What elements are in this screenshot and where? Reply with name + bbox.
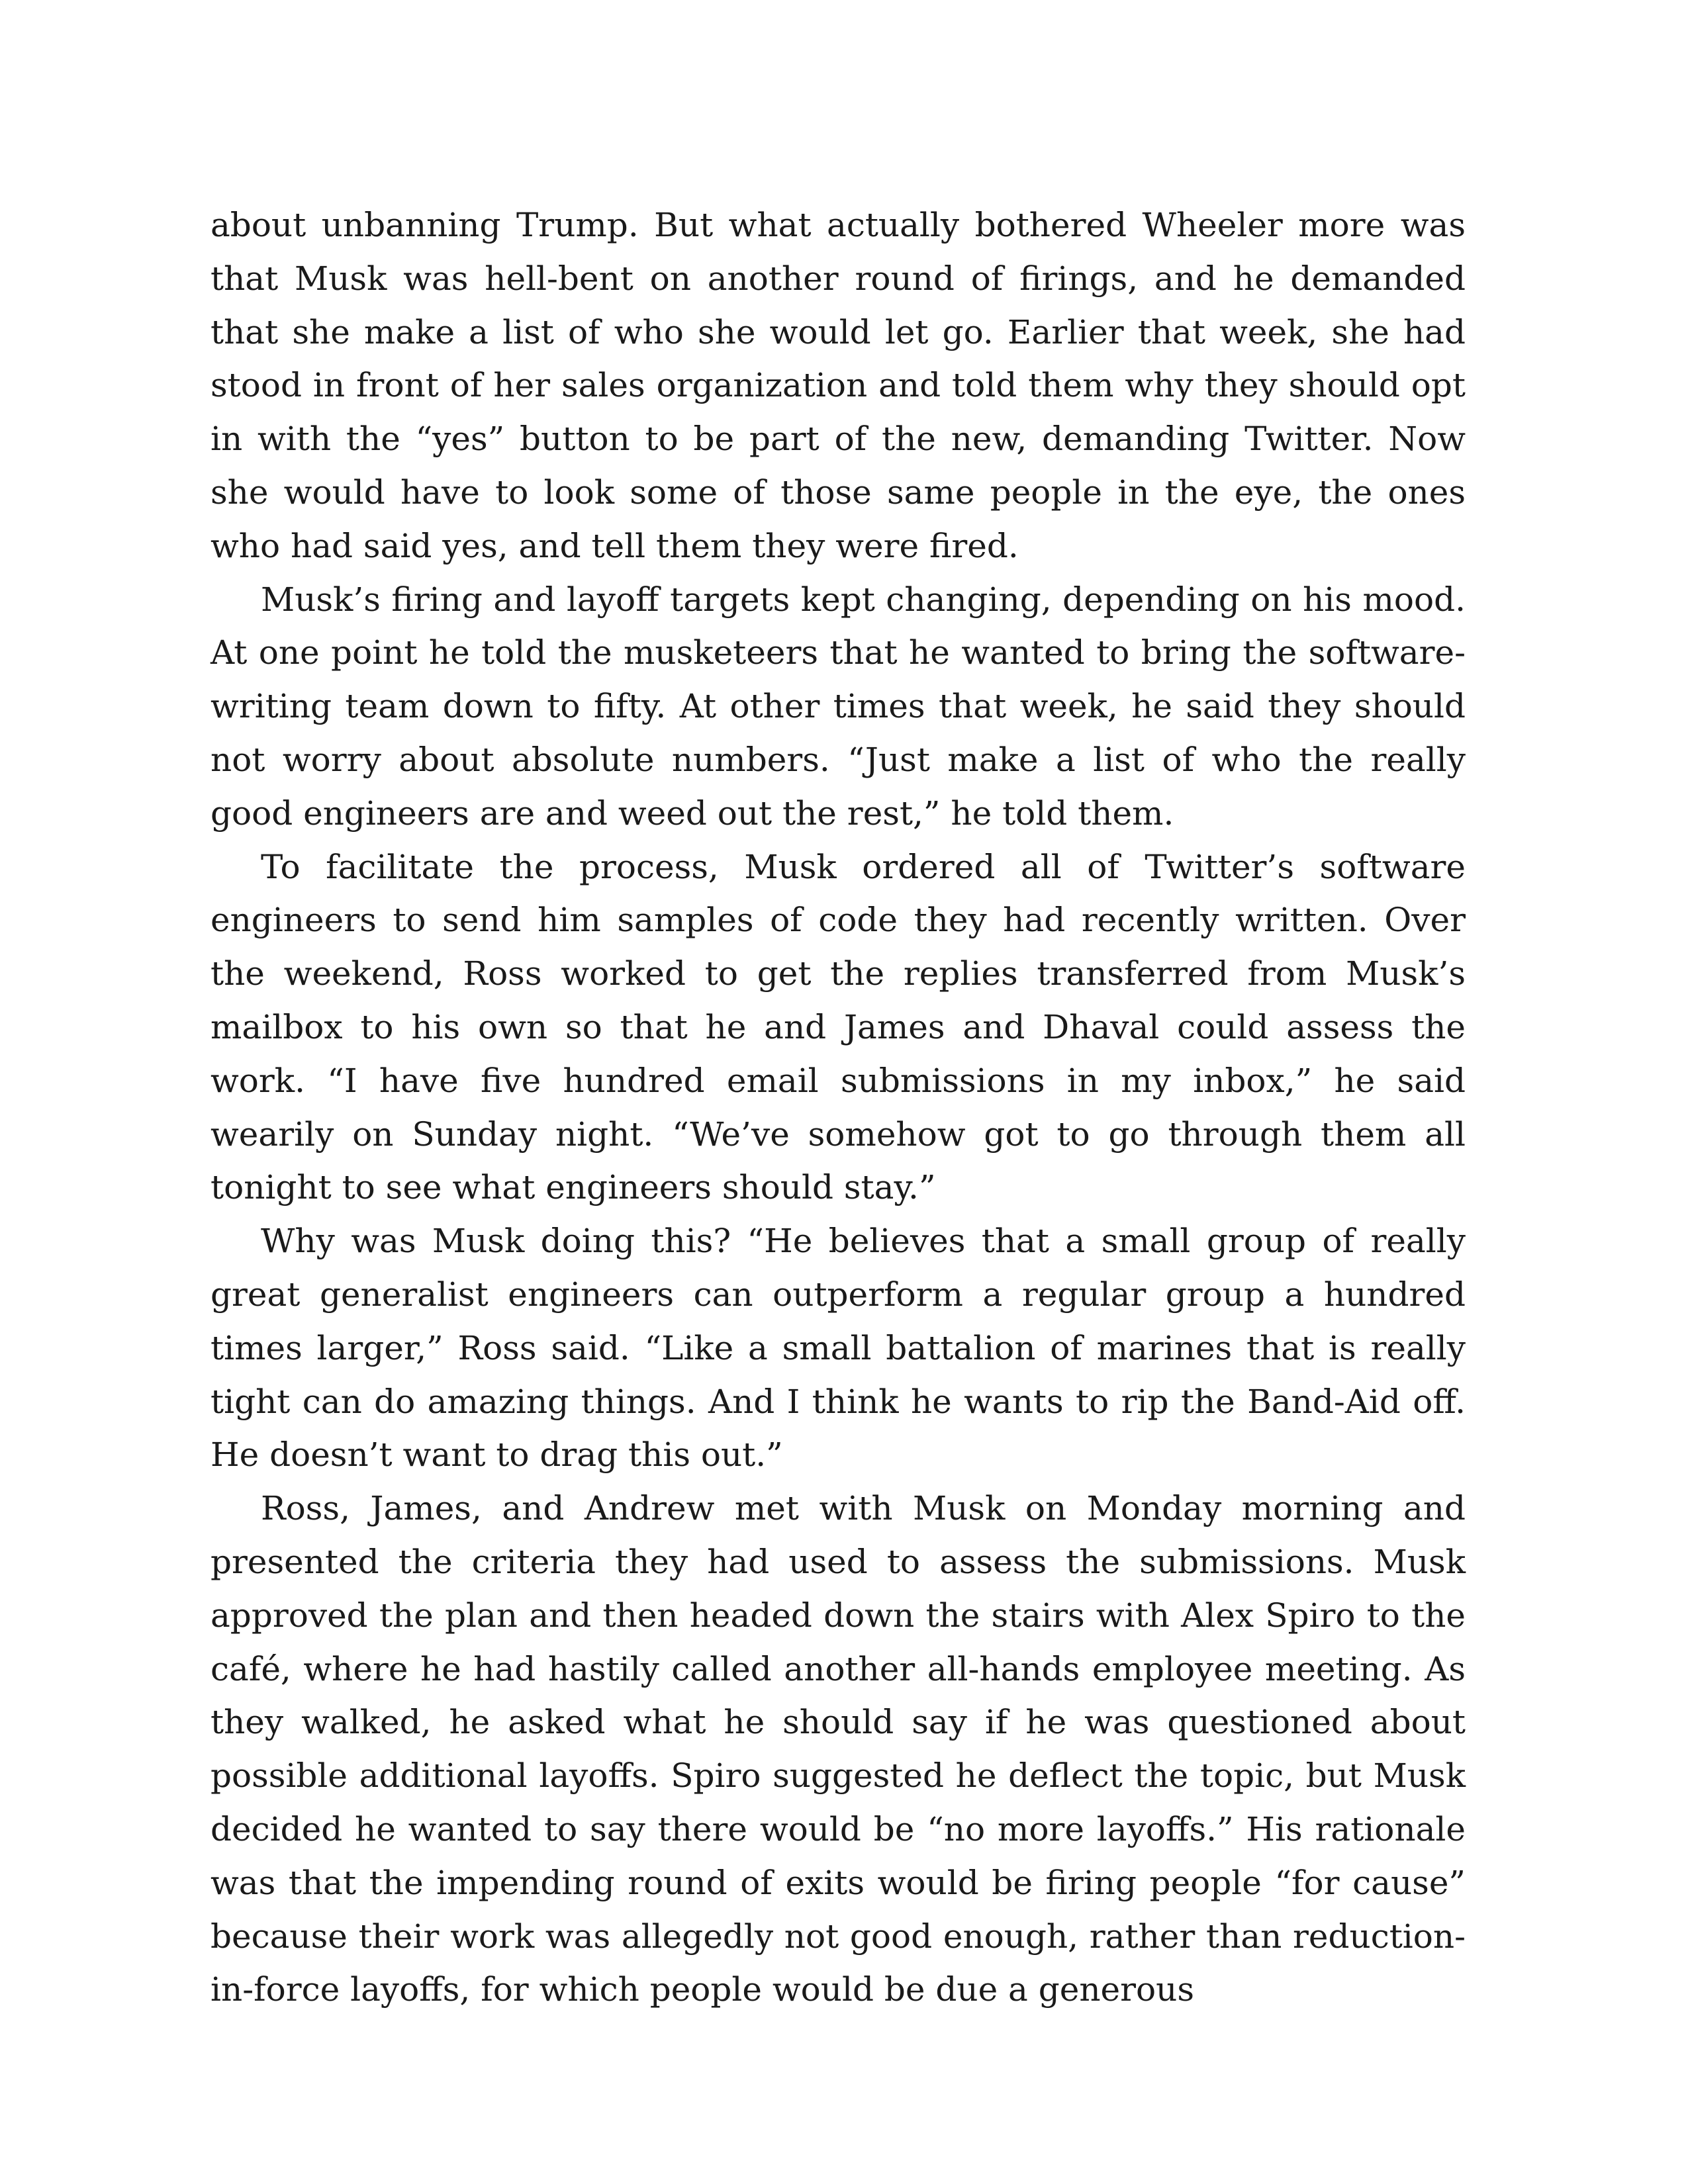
paragraph-4: Why was Musk doing this? “He believes that a small group of really great generalist engineers can outperform a regular group a hundred times larger,” Ross said. “Like a small battalion of marines that is really tight can do amazing things. And I think he wants to rip the Band-Aid off. He doesn’t want to drag this out.” xyxy=(211,1222,1466,1475)
paragraph-2: Musk’s firing and layoff targets kept changing, depending on his mood. At one point he told the musketeers that he wanted to bring the software-writing team down to fifty. At other times that week, he said they should not worry about absolute numbers. “Just make a list of who the really good engineers are and weed out the rest,” he told them. xyxy=(211,580,1466,833)
body-text xyxy=(211,199,1466,2017)
paragraph-3: To facilitate the process, Musk ordered all of Twitter’s software engineers to send him samples of code they had recently written. Over the weekend, Ross worked to get the replies transferred from Musk’s mailbox to his own so that he and James and Dhaval could assess the work. “I have five hundred email submissions in my inbox,” he said wearily on Sunday night. “We’ve somehow got to go through them all tonight to see what engineers should stay.” xyxy=(211,847,1466,1207)
paragraph-5: Ross, James, and Andrew met with Musk on Monday morning and presented the criteria they had used to assess the submissions. Musk approved the plan and then headed down the stairs with Alex Spiro to the café, where he had hastily called another all-hands employee meeting. As they walked, he asked what he should say if he was questioned about possible additional layoffs. Spiro suggested he deflect the topic, but Musk decided he wanted to say there would be “no more layoffs.” His rationale was that the impending round of exits would be firing people “for cause” because their work was allegedly not good enough, rather than reduction-in-force layoffs, for which people would be due a generous xyxy=(211,1489,1466,2009)
paragraph-1: about unbanning Trump. But what actually bothered Wheeler more was that Musk was hell-bent on another round of firings, and he demanded that she make a list of who she would let go. Earlier that week, she had stood in front of her sales organization and told them why they should opt in with the “yes” button to be part of the new, demanding Twitter. Now she would have to look some of those same people in the eye, the ones who had said yes, and tell them they were fired. xyxy=(211,206,1466,565)
